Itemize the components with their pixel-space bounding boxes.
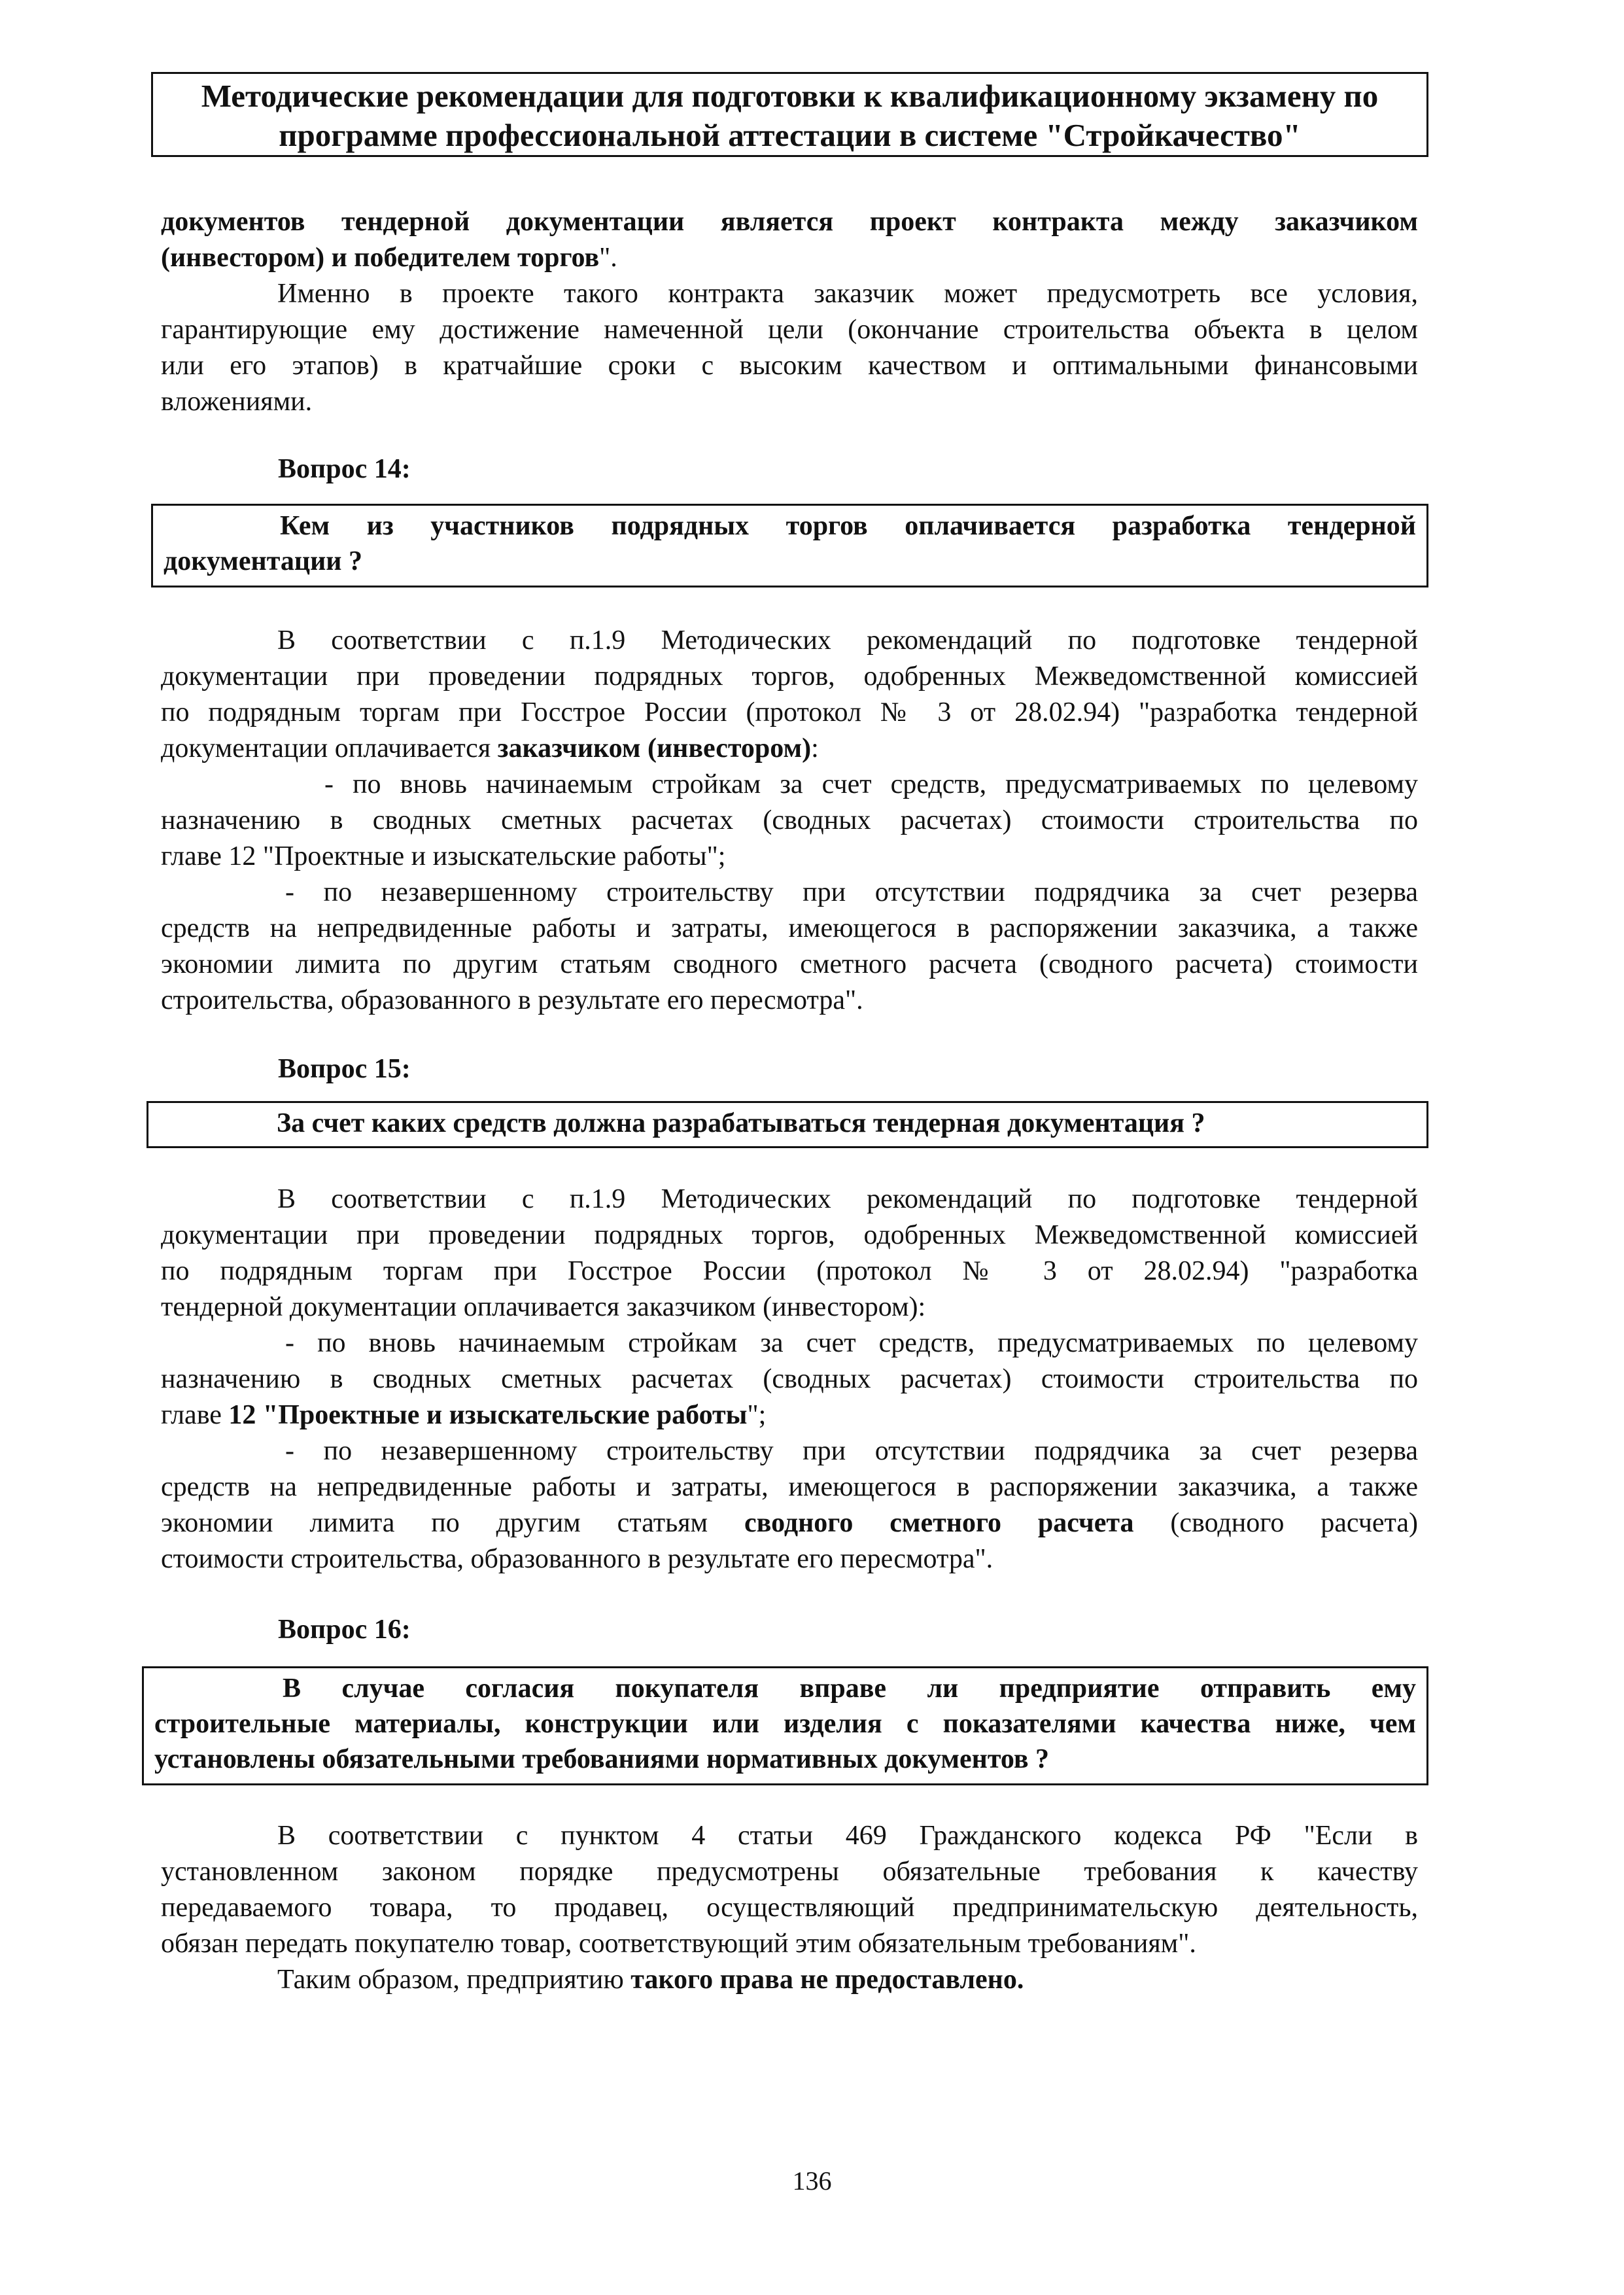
intro-line-2: (инвестором) и победителем торгов". [161,243,617,273]
answer-15-line-8: - по незавершенному строительству при отсутствии подрядчика за счет резерва [285,1436,1418,1466]
answer-15 [161,1182,1418,1577]
question-14-box [151,504,1428,587]
answer-14-line-7: главе 12 "Проектные и изыскательские работы"; [161,841,726,871]
question-16-box [142,1666,1428,1785]
question-14-text-line-1: Кем из участников подрядных торгов оплачивается разработка тендерной [280,511,1416,541]
question-15-box [147,1101,1428,1148]
question-15-text-line-1: За счет каких средств должна разрабатываться тендерная документация ? [277,1108,1205,1138]
question-14-label: Вопрос 14: [278,454,411,484]
question-14-text-line-2: документации ? [164,546,362,576]
answer-16-line-2: установленном законом порядке предусмотрены обязательные требования к качеству [161,1857,1418,1887]
answer-16-line-1: В соответствии с пунктом 4 статьи 469 Гражданского кодекса РФ "Если в [277,1821,1418,1851]
answer-14-line-1: В соответствии с п.1.9 Методических рекомендаций по подготовке тендерной [277,625,1418,656]
answer-15-line-3: по подрядным торгам при Госстрое России (протокол № 3 от 28.02.94) "разработка [161,1256,1418,1286]
answer-14-line-2: документации при проведении подрядных торгов, одобренных Межведомственной комиссией [161,661,1418,692]
intro-p2-line-4: вложениями. [161,387,313,417]
answer-16-line-3: передаваемого товара, то продавец, осуществляющий предпринимательскую деятельность, [161,1893,1418,1923]
answer-15-line-11: стоимости строительства, образованного в результате его пересмотра". [161,1544,993,1574]
answer-14-line-11: строительства, образованного в результате его пересмотра". [161,985,863,1015]
answer-15-line-4: тендерной документации оплачивается заказчиком (инвестором): [161,1292,926,1322]
answer-15-line-7: главе 12 "Проектные и изыскательские работы"; [161,1400,767,1430]
answer-14 [161,623,1418,1019]
intro-p2-line-2: гарантирующие ему достижение намеченной цели (окончание строительства объекта в целом [161,315,1418,345]
question-16-label: Вопрос 16: [278,1615,411,1645]
answer-14-line-10: экономии лимита по другим статьям сводного сметного расчета (сводного расчета) стоимости [161,949,1418,979]
intro-p2-line-1: Именно в проекте такого контракта заказчик может предусмотреть все условия, [277,279,1418,309]
answer-15-line-1: В соответствии с п.1.9 Методических рекомендаций по подготовке тендерной [277,1184,1418,1214]
answer-16 [161,1818,1418,1998]
answer-14-line-8: - по незавершенному строительству при отсутствии подрядчика за счет резерва [285,877,1418,907]
question-16-text-line-3: установлены обязательными требованиями нормативных документов ? [154,1744,1050,1774]
question-15-label: Вопрос 15: [278,1054,411,1084]
question-16-text-line-2: строительные материалы, конструкции или изделия с показателями качества ниже, чем [154,1709,1416,1739]
answer-14-line-6: назначению в сводных сметных расчетах (сводных расчетах) стоимости строительства по [161,805,1418,835]
page-number: 136 [792,2166,832,2196]
intro-paragraph-2 [161,276,1418,420]
answer-15-line-6: назначению в сводных сметных расчетах (сводных расчетах) стоимости строительства по [161,1364,1418,1394]
answer-15-line-5: - по вновь начинаемым стройкам за счет средств, предусматриваемых по целевому [285,1328,1418,1358]
answer-15-line-9: средств на непредвиденные работы и затраты, имеющегося в распоряжении заказчика, а также [161,1472,1418,1502]
answer-15-line-10: экономии лимита по другим статьям сводного сметного расчета (сводного расчета) [161,1508,1418,1538]
header-title-line-1: Методические рекомендации для подготовки к квалификационному экзамену по [201,78,1379,114]
intro-paragraph [161,204,1418,276]
answer-14-line-3: по подрядным торгам при Госстрое России (протокол № 3 от 28.02.94) "разработка тендерной [161,697,1418,727]
intro-line-1: документов тендерной документации является проект контракта между заказчиком [161,207,1418,237]
answer-14-line-4: документации оплачивается заказчиком (инвестором): [161,733,819,763]
answer-16-line-4: обязан передать покупателю товар, соответствующий этим обязательным требованиям". [161,1929,1196,1959]
header-box [151,72,1428,157]
answer-14-line-9: средств на непредвиденные работы и затраты, имеющегося в распоряжении заказчика, а также [161,913,1418,943]
question-16-text-line-1: В случае согласия покупателя вправе ли предприятие отправить ему [283,1673,1416,1704]
answer-16-line-5: Таким образом, предприятию такого права не предоставлено. [277,1965,1024,1995]
answer-15-line-2: документации при проведении подрядных торгов, одобренных Межведомственной комиссией [161,1220,1418,1250]
header-title-line-2: программе профессиональной аттестации в системе "Стройкачество" [279,117,1301,153]
intro-p2-line-3: или его этапов) в кратчайшие сроки с высоким качеством и оптимальными финансовыми [161,351,1418,381]
answer-14-line-5: - по вновь начинаемым стройкам за счет средств, предусматриваемых по целевому [324,769,1418,799]
